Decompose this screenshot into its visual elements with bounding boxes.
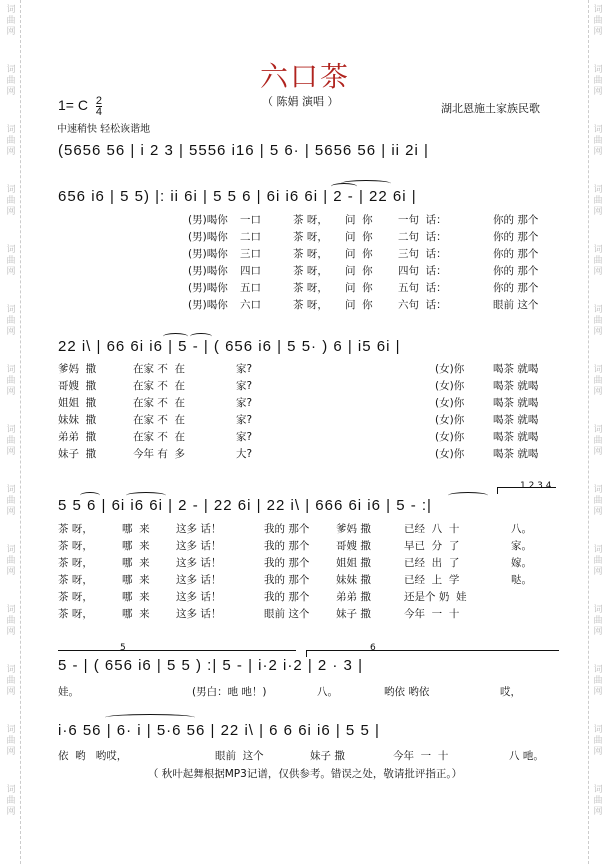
verse3-your (264, 521, 309, 623)
song-source: 湖北恩施土家族民歌 (441, 102, 540, 115)
line5-lyric-a: 娃。 (58, 686, 79, 698)
verse3-end (511, 521, 532, 623)
verse2-drink-row: 喝茶 就喝 (493, 448, 539, 460)
singer: （ 陈娟 演唱 ） (262, 95, 339, 108)
verse1-your-row: 你的 那个 (493, 214, 539, 226)
verse1-number-row: 三口 (240, 248, 261, 260)
watermark-text: 词曲网 (593, 185, 603, 217)
slur (341, 180, 391, 187)
verse1-number-row: 二口 (240, 231, 261, 243)
watermark-text: 词曲网 (593, 125, 603, 157)
verse3-words-row: 这多 话！ (176, 540, 222, 552)
verse3-end-row: 嫁。 (511, 557, 532, 569)
verse3-who-row: 妹妹 撒 (336, 574, 371, 586)
verse1-ask-row: 问 你 (345, 282, 373, 294)
verse3-your-row: 我的 那个 (264, 557, 310, 569)
watermark-text: 词曲网 (6, 65, 16, 97)
verse1-words-row: 五句 话： (398, 282, 447, 294)
verse1-your-row: 你的 那个 (493, 231, 539, 243)
verse3-end-row: 哒。 (511, 574, 532, 586)
verse3-words-row: 这多 话！ (176, 523, 222, 535)
verse3-where-row: 哪 来 (122, 574, 150, 586)
verse3-your-row: 我的 那个 (264, 574, 310, 586)
verse3-your-row: 我的 那个 (264, 540, 310, 552)
verse2-question-row: 家? (236, 397, 253, 409)
verse2-who-row: 姐姐 撒 (58, 397, 97, 409)
slur (190, 333, 212, 340)
notation-line-4: 5 5 6 | 6i i6 6i | 2 - | 22 6i | 22 i\ | 666 6i i6 | 5 - :| (58, 497, 432, 514)
verse3-status-row: 已经 八 十 (404, 523, 460, 535)
verse2-reply-row: (女)你 (435, 448, 465, 460)
tempo-marking: 中速稍快 轻松诙谐地 (57, 124, 151, 135)
verse1-words-row: 六句 话： (398, 299, 447, 311)
line6-lyric-e: 八 吔。 (509, 750, 544, 762)
verse1-number-row: 一口 (240, 214, 261, 226)
key-label: 1= C (58, 97, 88, 114)
verse2-drink-row: 喝茶 就喝 (493, 397, 539, 409)
verse1-number-row: 四口 (240, 265, 261, 277)
verse1-your-row: 你的 那个 (493, 248, 539, 260)
watermark-text: 词曲网 (593, 545, 603, 577)
verse2-reply-row: (女)你 (435, 414, 465, 426)
verse1-tea (293, 212, 328, 314)
verse3-words-row: 这多 话！ (176, 574, 222, 586)
verse1-words-row: 四句 话： (398, 265, 447, 277)
verse2-question-row: 家? (236, 414, 253, 426)
verse3-who-row: 爹妈 撒 (336, 523, 371, 535)
watermark-text: 词曲网 (6, 125, 16, 157)
verse2-home-row: 在家 不 在 (133, 431, 186, 443)
slur (126, 492, 166, 499)
verse1-ask-row: 问 你 (345, 265, 373, 277)
verse3-your-row: 我的 那个 (264, 591, 310, 603)
line5-lyric-b: (男白：吔 吔！) (192, 686, 267, 698)
verse1-your-row: 你的 那个 (493, 265, 539, 277)
verse2-question-row: 大? (236, 448, 253, 460)
verse2-home (133, 361, 185, 463)
verse3-words (176, 521, 221, 623)
verse3-where-row: 哪 来 (122, 557, 150, 569)
watermark-text: 词曲网 (593, 245, 603, 277)
verse2-who-row: 弟弟 撒 (58, 431, 97, 443)
watermark-right (588, 0, 607, 864)
verse1-lead-row: (男)喝你 (188, 265, 228, 277)
verse1-tea-row: 茶 呀， (293, 299, 328, 311)
verse3-your-row: 眼前 这个 (264, 608, 310, 620)
line5-lyric-d: 哟依 哟依 (384, 686, 430, 698)
verse2-reply-row: (女)你 (435, 431, 465, 443)
notation-line-2: 656 i6 | 5 5) |: ii 6i | 5 5 6 | 6i i6 6i | 2 - | 22 6i | (58, 188, 417, 205)
verse2-home-row: 今年 有 多 (133, 448, 186, 460)
verse3-status-row: 今年 一 十 (404, 608, 460, 620)
slur (448, 492, 488, 499)
notation-line-6: i·6 56 | 6· i | 5·6 56 | 22 i\ | 6 6 6i i6 | 5 5 | (58, 722, 380, 739)
time-signature-top: 2 (95, 95, 102, 107)
verse1-number-row: 六口 (240, 299, 261, 311)
verse2-who-row: 哥嫂 撒 (58, 380, 97, 392)
watermark-text: 词曲网 (593, 65, 603, 97)
verse3-where-row: 哪 来 (122, 523, 150, 535)
volta-label-5: 5 (120, 643, 126, 653)
slur (80, 492, 100, 499)
time-signature-bottom: 4 (95, 106, 102, 118)
line6-lyric-d: 今年 一 十 (393, 750, 449, 762)
verse2-question-row: 家? (236, 380, 253, 392)
verse3-words-row: 这多 话！ (176, 591, 222, 603)
verse1-ask-row: 问 你 (345, 231, 373, 243)
verse1-words-row: 三句 话： (398, 248, 447, 260)
footer-note: （ 秋叶起舞根据MP3记谱，仅供参考。错误之处，敬请批评指正。） (147, 768, 463, 780)
verse3-tea-row: 茶 呀， (58, 608, 93, 620)
verse2-who (58, 361, 96, 463)
verse3-end-row (511, 589, 532, 606)
verse1-ask-row: 问 你 (345, 299, 373, 311)
verse2-drink-row: 喝茶 就喝 (493, 363, 539, 375)
verse2-reply (435, 361, 464, 463)
verse1-lead-row: (男)喝你 (188, 282, 228, 294)
verse2-question-row: 家? (236, 431, 253, 443)
watermark-text: 词曲网 (6, 665, 16, 697)
watermark-text: 词曲网 (593, 305, 603, 337)
verse3-who-row: 妹子 撒 (336, 608, 371, 620)
volta-label-1234: 1 2 3 4 (520, 481, 552, 491)
verse3-where-row: 哪 来 (122, 608, 150, 620)
watermark-text: 词曲网 (6, 305, 16, 337)
watermark-text: 词曲网 (6, 605, 16, 637)
key-signature (58, 96, 102, 117)
watermark-text: 词曲网 (6, 725, 16, 757)
verse2-home-row: 在家 不 在 (133, 363, 186, 375)
verse2-who-row: 爹妈 撒 (58, 363, 97, 375)
verse3-end-row (511, 606, 532, 623)
line5-lyric-e: 哎， (500, 686, 521, 698)
volta-bracket-6 (306, 650, 559, 657)
verse1-tea-row: 茶 呀， (293, 214, 328, 226)
verse1-ask-row: 问 你 (345, 214, 373, 226)
verse1-tea-row: 茶 呀， (293, 248, 328, 260)
line6-lyric-a: 依 哟 哟哎， (58, 750, 128, 762)
verse2-reply-row: (女)你 (435, 363, 465, 375)
watermark-text: 词曲网 (6, 485, 16, 517)
verse3-tea-row: 茶 呀， (58, 557, 93, 569)
verse2-drink-row: 喝茶 就喝 (493, 414, 539, 426)
verse2-reply-row: (女)你 (435, 380, 465, 392)
verse3-status (404, 521, 467, 623)
verse2-home-row: 在家 不 在 (133, 414, 186, 426)
verse1-tea-row: 茶 呀， (293, 282, 328, 294)
verse2-who-row: 妹子 撒 (58, 448, 97, 460)
verse3-who-row: 弟弟 撒 (336, 591, 371, 603)
verse3-words-row: 这多 话！ (176, 608, 222, 620)
verse3-where-row: 哪 来 (122, 540, 150, 552)
verse3-status-row: 已经 出 了 (404, 557, 460, 569)
verse1-ask (345, 212, 373, 314)
verse2-home-row: 在家 不 在 (133, 397, 186, 409)
verse1-words-row: 一句 话： (398, 214, 447, 226)
watermark-left (2, 0, 21, 864)
verse1-tea-row: 茶 呀， (293, 265, 328, 277)
volta-label-6: 6 (370, 643, 376, 653)
line5-lyric-c: 八。 (317, 686, 338, 698)
verse1-lead-row: (男)喝你 (188, 299, 228, 311)
verse3-status-row: 还是个 奶 娃 (404, 591, 467, 603)
verse1-your (493, 212, 538, 314)
verse3-status-row: 已经 上 学 (404, 574, 460, 586)
line6-lyric-c: 妹子 撒 (310, 750, 345, 762)
verse2-home-row: 在家 不 在 (133, 380, 186, 392)
verse2-reply-row: (女)你 (435, 397, 465, 409)
verse3-where (122, 521, 150, 623)
verse1-your-row: 眼前 这个 (493, 299, 539, 311)
notation-line-3: 22 i\ | 66 6i i6 | 5 - | ( 656 i6 | 5 5· ) 6 | i5 6i | (58, 338, 401, 355)
watermark-text: 词曲网 (593, 785, 603, 817)
verse1-number-row: 五口 (240, 282, 261, 294)
verse2-drink-row: 喝茶 就喝 (493, 431, 539, 443)
verse1-lead (188, 212, 228, 314)
verse3-words-row: 这多 话！ (176, 557, 222, 569)
verse3-tea (58, 521, 93, 623)
verse2-question (236, 361, 252, 463)
song-title: 六口茶 (259, 60, 350, 93)
watermark-text: 词曲网 (593, 365, 603, 397)
watermark-text: 词曲网 (6, 425, 16, 457)
watermark-text: 词曲网 (593, 725, 603, 757)
verse1-tea-row: 茶 呀， (293, 231, 328, 243)
notation-line-5: 5 - | ( 656 i6 | 5 5 ) :| 5 - | i·2 i·2 | 2 · 3 | (58, 657, 363, 674)
watermark-text: 词曲网 (593, 605, 603, 637)
volta-bracket-5 (58, 650, 296, 657)
verse1-words-row: 二句 话： (398, 231, 447, 243)
verse3-tea-row: 茶 呀， (58, 574, 93, 586)
verse3-tea-row: 茶 呀， (58, 540, 93, 552)
watermark-text: 词曲网 (6, 245, 16, 277)
watermark-text: 词曲网 (593, 485, 603, 517)
verse2-who-row: 妹妹 撒 (58, 414, 97, 426)
verse3-end-row: 家。 (511, 540, 532, 552)
notation-line-1: (5656 56 | i 2 3 | 5556 i16 | 5 6· | 5656 56 | ii 2i | (58, 142, 429, 159)
verse3-who-row: 姐姐 撒 (336, 557, 371, 569)
slur (105, 714, 195, 721)
watermark-text: 词曲网 (593, 425, 603, 457)
verse1-lead-row: (男)喝你 (188, 231, 228, 243)
watermark-text: 词曲网 (6, 365, 16, 397)
slur (163, 333, 188, 340)
line6-lyric-b: 眼前 这个 (215, 750, 264, 762)
verse3-status-row: 早已 分 了 (404, 540, 460, 552)
time-signature (96, 96, 102, 117)
verse3-tea-row: 茶 呀， (58, 591, 93, 603)
verse1-lead-row: (男)喝你 (188, 214, 228, 226)
verse2-drink (493, 361, 538, 463)
verse3-who (336, 521, 371, 623)
watermark-text: 词曲网 (6, 545, 16, 577)
verse1-lead-row: (男)喝你 (188, 248, 228, 260)
verse3-where-row: 哪 来 (122, 591, 150, 603)
verse2-drink-row: 喝茶 就喝 (493, 380, 539, 392)
verse3-who-row: 哥嫂 撒 (336, 540, 371, 552)
verse1-ask-row: 问 你 (345, 248, 373, 260)
verse3-end-row: 八。 (511, 523, 532, 535)
verse1-number (240, 212, 261, 314)
watermark-text: 词曲网 (6, 785, 16, 817)
verse3-tea-row: 茶 呀， (58, 523, 93, 535)
verse3-your-row: 我的 那个 (264, 523, 310, 535)
watermark-text: 词曲网 (593, 665, 603, 697)
verse1-your-row: 你的 那个 (493, 282, 539, 294)
watermark-text: 词曲网 (6, 5, 16, 37)
verse2-question-row: 家? (236, 363, 253, 375)
watermark-text: 词曲网 (6, 185, 16, 217)
watermark-text: 词曲网 (593, 5, 603, 37)
verse1-words (398, 212, 447, 314)
